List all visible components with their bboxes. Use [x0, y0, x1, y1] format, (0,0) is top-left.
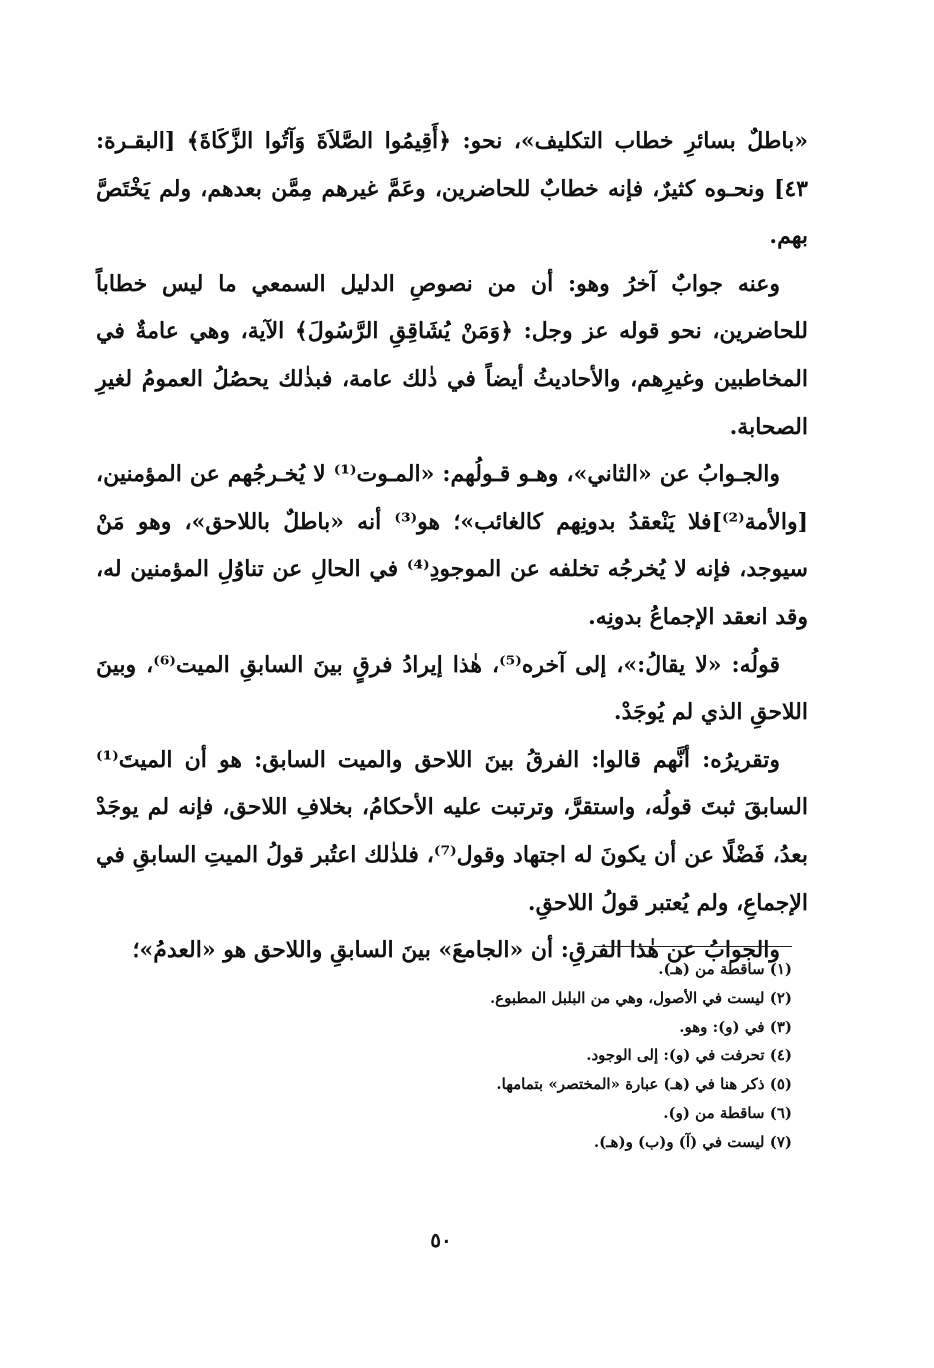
- paragraph-1: «باطلٌ بسائرِ خطاب التكليف»، نحو: ﴿أَقِيمُوا الصَّلاَةَ وَآتُوا الزَّكَاةَ﴾ [البقـرة: ٤٣] ونحـوه كثيرٌ، فإنه خطابٌ للحاضرين، وعَمَّ غيرهم مِمَّن بعدهم، ولم يَخْتَصَّ بهم.: [96, 128, 808, 250]
- footnotes: [300, 955, 792, 1157]
- footnote-5: (٥) ذكر هنا في (هـ) عبارة «المختصر» بتمامها.: [496, 1075, 792, 1094]
- footnote-4: (٤) تحرفت في (و): إلى الوجود.: [586, 1046, 792, 1065]
- paragraph-3: والجـوابُ عن «الثاني»، وهـو قـولُهم: «المـوت⁽¹⁾ لا يُخـرجُهم عن المؤمنين، [والأمة⁽²⁾]فلا يَنْعقدُ بدونِهم كالغائب»؛ هو⁽³⁾ أنه «باطلٌ باللاحق»، وهو مَنْ سيوجد، فإنه لا يُخرجُه تخلفه عن الموجودِ⁽⁴⁾ في الحالِ عن تناوُلِ المؤمنين له، وقد انعقد الإجماعُ بدونِه.: [96, 461, 808, 630]
- footnote-3: (٣) في (و): وهو.: [679, 1017, 792, 1036]
- footnote-1: (١) ساقطة من (هـ).: [658, 960, 792, 978]
- paragraph-2: وعنه جوابٌ آخرُ وهو: أن من نصوصِ الدليل السمعي ما ليس خطاباً للحاضرين، نحو قوله عز وجل: ﴿وَمَنْ يُشَاقِقِ الرَّسُولَ﴾ الآية، وهي عامةٌ في المخاطبين وغيرِهم، والأحاديثُ أيضاً في ذٰلك عامة، فبذٰلك يحصُلُ العمومُ لغيرِ الصحابة.: [96, 270, 809, 440]
- paragraph-6: والجوابُ عن هٰذا الفرقِ: أن «الجامعَ» بينَ السابقِ واللاحق هو «العدمُ»؛: [132, 937, 780, 964]
- paragraph-5: وتقريرُه: أنَّهم قالوا: الفرقُ بينَ اللاحق والميت السابق: هو أن الميتَ⁽¹⁾ السابقَ ثبتَ قولُه، واستقرَّ، وترتبت عليه الأحكامُ، بخلافِ اللاحق، فإنه لم يوجَدْ بعدُ، فَضْلًا عن أن يكونَ له اجتهاد وقول⁽⁷⁾، فلذٰلك اعتُبر قولُ الميتِ السابقِ في الإجماعِ، ولم يُعتبر قولُ اللاحقِ.: [96, 746, 808, 916]
- footnote-6: (٦) ساقطة من (و).: [663, 1103, 792, 1122]
- main-text: [96, 118, 808, 975]
- footnote-7: (٧) ليست في (آ) و(ب) و(هـ).: [593, 1132, 792, 1151]
- page-number: ٥٠: [430, 1228, 452, 1252]
- paragraph-4: قولُه: «لا يقالُ:»، إلى آخره⁽⁵⁾، هٰذا إيرادُ فرقٍ بينَ السابقِ الميت⁽⁶⁾، وبينَ اللاحقِ الذي لم يُوجَدْ.: [96, 651, 808, 726]
- footnote-divider: [594, 946, 792, 947]
- footnote-2: (٢) ليست في الأصول، وهي من البلبل المطبوع.: [489, 988, 792, 1007]
